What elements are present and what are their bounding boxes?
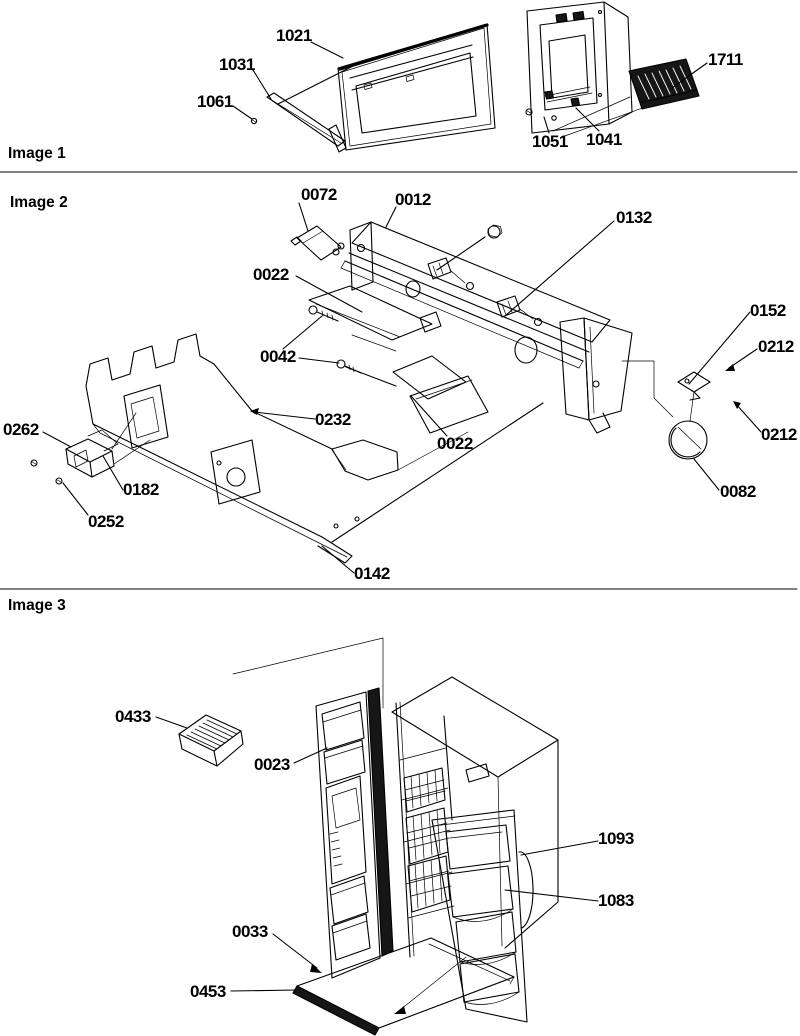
frame-1021-art <box>338 24 495 150</box>
shelf-0453-art <box>293 938 514 1035</box>
control-bracket-0012-art <box>332 222 632 542</box>
freezer-interior-art <box>368 688 454 957</box>
part-label-0152: 0152 <box>750 301 786 320</box>
part-label-0082: 0082 <box>720 482 756 501</box>
screw-0042-b-art <box>337 360 345 368</box>
part-label-0252: 0252 <box>88 512 124 531</box>
bracket-0152-art <box>622 361 710 421</box>
tray-0433-art <box>179 715 243 766</box>
part-label-1031: 1031 <box>219 55 255 74</box>
part-label-0433: 0433 <box>115 707 151 726</box>
screw-0042-a-art <box>309 306 317 314</box>
part-label-0132: 0132 <box>616 208 652 227</box>
trim-strip-1031-art <box>251 64 357 152</box>
image2-art <box>31 203 761 573</box>
cabinet-art <box>392 677 558 948</box>
module-0022-lower-art <box>337 356 488 433</box>
part-label-1093: 1093 <box>598 829 634 848</box>
part-label-0072: 0072 <box>301 185 337 204</box>
part-label-0142: 0142 <box>354 564 390 583</box>
part-label-0212-b: 0212 <box>761 425 797 444</box>
part-label-0022-a: 0022 <box>253 265 289 284</box>
section-title-image3: Image 3 <box>8 597 66 614</box>
part-label-0232: 0232 <box>315 410 351 429</box>
part-label-1083: 1083 <box>598 891 634 910</box>
part-label-0012: 0012 <box>395 190 431 209</box>
section-title-image1: Image 1 <box>8 145 66 162</box>
part-label-0022-b: 0022 <box>437 434 473 453</box>
screw-1041-art <box>552 116 556 120</box>
part-label-0023: 0023 <box>254 755 290 774</box>
part-label-0212-a: 0212 <box>758 337 794 356</box>
part-label-0182: 0182 <box>123 480 159 499</box>
part-label-1021: 1021 <box>276 26 312 45</box>
part-label-1041: 1041 <box>586 130 622 149</box>
grille-1711-art <box>629 59 699 109</box>
actuator-0072-art <box>291 226 344 260</box>
image3-art <box>156 638 598 1035</box>
part-label-1051: 1051 <box>532 132 568 151</box>
part-label-1061: 1061 <box>197 92 233 111</box>
section-title-image2: Image 2 <box>10 194 68 211</box>
part-label-0453: 0453 <box>190 982 226 1001</box>
part-label-1711: 1711 <box>708 50 743 69</box>
part-label-0262: 0262 <box>3 420 39 439</box>
cup-0082-art <box>669 421 707 465</box>
image1-art <box>233 2 707 152</box>
part-label-0033: 0033 <box>232 922 268 941</box>
module-0022-upper-art <box>309 286 441 351</box>
part-label-0042: 0042 <box>260 347 296 366</box>
right-door-art <box>432 810 533 1022</box>
